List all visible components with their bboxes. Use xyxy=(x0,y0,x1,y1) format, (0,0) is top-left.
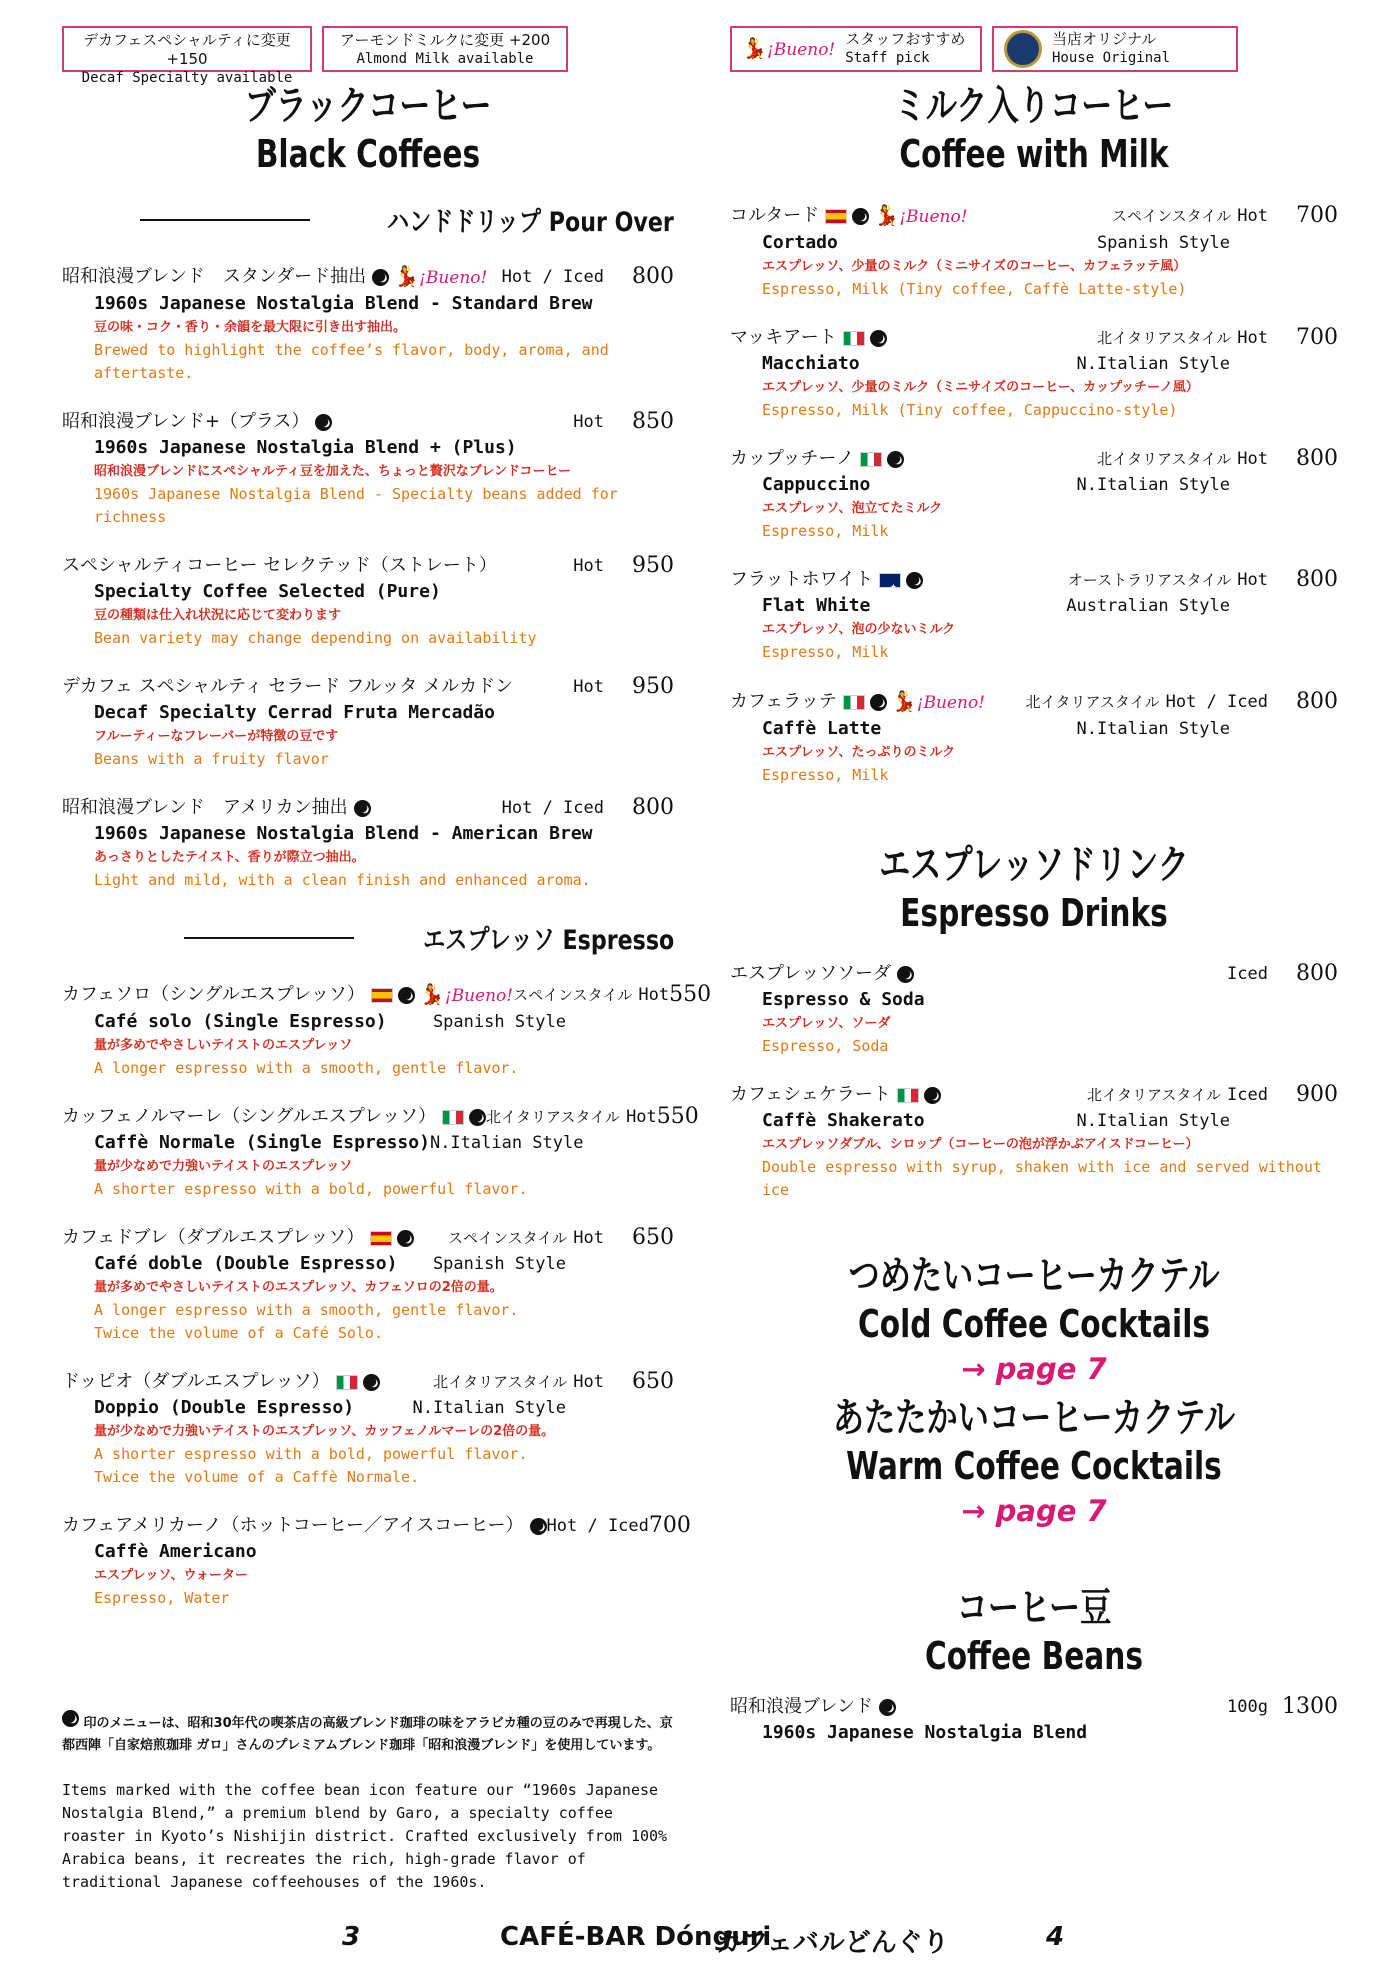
bueno-badge xyxy=(874,202,967,230)
blend-note-jp xyxy=(62,1710,674,1757)
flag-es-icon xyxy=(371,988,393,1003)
espresso-list xyxy=(62,981,712,1610)
dancer-icon: 💃 xyxy=(394,264,420,288)
item-style-jp: スペインスタイル xyxy=(513,986,633,1004)
item-desc-en: Espresso, Milk xyxy=(762,766,889,784)
item-price: 800 xyxy=(1296,567,1338,592)
menu-item xyxy=(62,409,674,529)
item-price: 900 xyxy=(1296,1082,1338,1107)
warm-cocktails-link[interactable]: → page 7 xyxy=(961,1494,1107,1528)
item-price: 650 xyxy=(632,1225,674,1250)
item-desc-jp: エスプレッソ、少量のミルク（ミニサイズのコーヒー、カフェラッテ風） xyxy=(762,259,1187,274)
item-name-jp: カフェソロ（シングルエスプレッソ） xyxy=(62,984,365,1005)
dancer-icon: 💃 xyxy=(874,203,900,227)
espresso-drinks-title-en: Espresso Drinks xyxy=(900,891,1168,935)
dancer-icon: 💃 xyxy=(742,35,767,60)
menu-item xyxy=(730,688,1338,787)
item-style-en: Spanish Style xyxy=(1096,233,1230,253)
page-number-right: 4 xyxy=(1046,1922,1065,1952)
item-desc-en: Double espresso with syrup, shaken with ice and served without ice xyxy=(762,1158,1322,1199)
item-desc-jp: フルーティーなフレーバーが特徴の豆です xyxy=(94,729,339,744)
espresso-subhead xyxy=(62,918,674,957)
item-price: 700 xyxy=(1296,203,1338,228)
flag-it-icon xyxy=(860,452,882,467)
item-style-en: N.Italian Style xyxy=(1076,475,1230,495)
item-temp: Hot / Iced xyxy=(501,798,604,818)
item-price: 700 xyxy=(1296,325,1338,350)
coffee-bean-icon xyxy=(372,269,389,286)
item-style-jp: 北イタリアスタイル xyxy=(1025,693,1160,711)
flag-it-icon xyxy=(442,1110,464,1125)
item-desc-en: A longer espresso with a smooth, gentle flavor. xyxy=(94,1059,519,1077)
item-temp: Hot xyxy=(626,1107,657,1127)
coffee-bean-icon xyxy=(354,800,371,817)
brand-name-en: CAFÉ-BAR Dónguri xyxy=(500,1922,772,1952)
item-style-jp: 北イタリアスタイル xyxy=(485,1108,621,1126)
coffee-bean-icon xyxy=(870,330,887,347)
coffee-bean-icon xyxy=(906,572,923,589)
item-desc-jp: 豆の味・コク・香り・余韻を最大限に引き出す抽出。 xyxy=(94,320,407,335)
item-name-en: 1960s Japanese Nostalgia Blend - Standard Brew xyxy=(94,293,593,314)
item-desc-jp: エスプレッソ、泡立てたミルク xyxy=(762,501,943,516)
item-name-jp: ドッピオ（ダブルエスプレッソ） xyxy=(62,1371,330,1392)
bueno-text: ¡Bueno! xyxy=(766,39,836,60)
menu-item xyxy=(62,674,674,771)
item-price: 950 xyxy=(632,674,674,699)
coffee-bean-icon xyxy=(397,1230,414,1247)
milk-coffees-title-jp: ミルク入りコーヒー xyxy=(894,83,1174,129)
flag-it-icon xyxy=(843,695,865,710)
item-style-jp: スペインスタイル xyxy=(1112,207,1232,225)
cold-cocktails-jp: つめたいコーヒーカクテル xyxy=(848,1253,1220,1299)
item-style-en: N.Italian Style xyxy=(429,1133,584,1153)
item-style-en: Spanish Style xyxy=(432,1254,566,1274)
coffee-bean-icon xyxy=(363,1374,380,1391)
item-price: 800 xyxy=(1296,446,1338,471)
coffee-bean-icon xyxy=(315,414,332,431)
item-desc-en: Espresso, Milk (Tiny coffee, Cappuccino-style) xyxy=(762,401,1178,419)
menu-item xyxy=(730,202,1338,301)
item-name-en: Caffè Normale (Single Espresso) xyxy=(94,1132,430,1153)
coffee-bean-icon xyxy=(398,987,415,1004)
footer xyxy=(0,1922,1397,1962)
house-original-tag xyxy=(992,26,1238,72)
item-style-en: N.Italian Style xyxy=(1076,719,1230,739)
bueno-badge xyxy=(892,688,985,716)
flag-es-icon xyxy=(370,1231,392,1246)
item-desc-en-2: Twice the volume of a Caffè Normale. xyxy=(94,1468,420,1486)
item-price: 800 xyxy=(1296,961,1338,986)
bueno-text: ¡Bueno! xyxy=(444,986,514,1006)
item-temp: Hot xyxy=(573,412,604,432)
item-temp: Hot / Iced xyxy=(1165,692,1268,712)
item-name-jp: 昭和浪漫ブレンド アメリカン抽出 xyxy=(62,797,348,818)
item-desc-jp: 量が多めでやさしいテイストのエスプレッソ、カフェソロの2倍の量。 xyxy=(94,1280,503,1295)
cold-cocktails-en: Cold Coffee Cocktails xyxy=(858,1302,1210,1346)
menu-item xyxy=(62,553,674,650)
item-desc-en: Espresso, Water xyxy=(94,1589,230,1607)
warm-cocktails-title xyxy=(797,1394,1271,1490)
item-name-jp: エスプレッソソーダ xyxy=(730,963,892,984)
cold-cocktails-link[interactable]: → page 7 xyxy=(961,1352,1107,1386)
item-price: 850 xyxy=(632,409,674,434)
item-desc-jp: エスプレッソ、少量のミルク（ミニサイズのコーヒー、カップッチーノ風） xyxy=(762,380,1199,395)
menu-item xyxy=(62,1369,674,1489)
black-coffees-title-jp: ブラックコーヒー xyxy=(244,83,492,129)
item-name-en: Espresso & Soda xyxy=(762,989,925,1010)
flag-it-icon xyxy=(336,1375,358,1390)
item-temp: Hot xyxy=(1237,328,1268,348)
left-page xyxy=(62,0,712,1894)
item-desc-en: A shorter espresso with a bold, powerful flavor. xyxy=(94,1180,528,1198)
blend-note-en: Items marked with the coffee bean icon feature our “1960s Japanese Nostalgia Blend,” a premium blend by Garo, a specialty coffee roaster in Kyoto’s Nishijin district. Crafted exclusively from 100% Arabica beans, it recreates the rich, high-grade flavor of traditional Japanese coffeehouses of the 1960s. xyxy=(62,1781,668,1891)
item-temp: Hot xyxy=(638,985,670,1005)
item-desc-jp: エスプレッソ、ウォーター xyxy=(94,1568,248,1583)
item-price: 650 xyxy=(632,1369,674,1394)
bueno-badge xyxy=(420,981,513,1009)
menu-item xyxy=(730,961,1338,1058)
item-name-en: Café solo (Single Espresso) xyxy=(94,1011,387,1032)
pour-over-subhead xyxy=(62,200,674,239)
blend-note-jp-text: 印のメニューは、昭和30年代の喫茶店の高級ブレンド珈琲の味をアラビカ種の豆のみで再現した、京都西陣「自家焙煎珈琲 ガロ」さんのプレミアムブレンド珈琲「昭和浪漫ブレンド」を使用しています。 xyxy=(62,1716,673,1753)
divider xyxy=(184,937,354,939)
item-name-en: Caffè Americano xyxy=(94,1541,257,1562)
item-desc-en: 1960s Japanese Nostalgia Blend - Specialty beans added for richness xyxy=(94,485,618,526)
coffee-beans-title-en: Coffee Beans xyxy=(924,1634,1144,1678)
black-coffees-title-en: Black Coffees xyxy=(255,132,481,176)
item-style-jp: オーストラリアスタイル xyxy=(1067,571,1232,589)
item-desc-jp: 豆の種類は仕入れ状況に応じて変わります xyxy=(94,608,342,623)
coffee-bean-icon xyxy=(924,1087,941,1104)
almond-tag-jp: アーモンドミルクに変更 +200 xyxy=(339,31,551,49)
decaf-tag xyxy=(62,26,312,86)
item-desc-en: Espresso, Milk xyxy=(762,522,889,540)
decaf-tag-jp: デカフェスペシャルティに変更 +150 xyxy=(83,31,291,68)
item-desc-jp: エスプレッソ、ソーダ xyxy=(762,1016,891,1031)
decaf-tag-en: Decaf Specialty available xyxy=(81,70,293,86)
menu-item xyxy=(62,1513,691,1610)
legend-tags xyxy=(730,26,1338,72)
item-name-jp: カフェシェケラート xyxy=(730,1084,891,1105)
pour-over-subhead-text: ハンドドリップ Pour Over xyxy=(387,207,674,238)
item-desc-jp: 量が少なめで力強いテイストのエスプレッソ、カッフェノルマーレの2倍の量。 xyxy=(94,1424,555,1439)
item-name-jp: カッフェノルマーレ（シングルエスプレッソ） xyxy=(62,1106,436,1127)
item-temp: Hot xyxy=(573,1228,604,1248)
item-name-en: 1960s Japanese Nostalgia Blend + (Plus) xyxy=(94,437,517,458)
item-style-en: Spanish Style xyxy=(432,1012,566,1032)
item-temp: Hot / Iced xyxy=(546,1516,649,1536)
item-temp: Iced xyxy=(1227,1085,1268,1105)
item-name-jp: カップッチーノ xyxy=(730,448,855,469)
coffee-bean-icon xyxy=(469,1109,486,1126)
menu-item xyxy=(62,1225,674,1345)
item-style-jp: 北イタリアスタイル xyxy=(1097,450,1232,468)
item-name-jp: カフェアメリカーノ（ホットコーヒー／アイスコーヒー） xyxy=(62,1515,524,1536)
almond-tag-en: Almond Milk available xyxy=(356,51,534,67)
right-page xyxy=(730,0,1338,1746)
milk-coffees-title xyxy=(797,82,1271,178)
brand-name-jp: カフェバルどんぐり xyxy=(716,1928,949,1958)
bueno-badge xyxy=(742,35,836,60)
item-name-jp: フラットホワイト xyxy=(730,569,874,590)
coffee-bean-icon xyxy=(852,208,869,225)
item-price: 550 xyxy=(656,1104,699,1129)
item-desc-jp: あっさりとしたテイスト、香りが際立つ抽出。 xyxy=(94,850,365,865)
item-name-en: Macchiato xyxy=(762,353,860,374)
flag-it-icon xyxy=(897,1088,919,1103)
espresso-drinks-title xyxy=(797,841,1271,937)
divider xyxy=(140,219,310,221)
item-price: 800 xyxy=(632,264,674,289)
item-name-en: Decaf Specialty Cerrad Fruta Mercadão xyxy=(94,702,495,723)
warm-cocktails-en: Warm Coffee Cocktails xyxy=(846,1444,1222,1488)
espresso-drinks-list xyxy=(730,961,1338,1202)
item-name-jp: カフェドブレ（ダブルエスプレッソ） xyxy=(62,1227,365,1248)
menu-item xyxy=(730,325,1338,422)
item-desc-en: Light and mild, with a clean finish and enhanced aroma. xyxy=(94,871,591,889)
menu-item xyxy=(62,263,674,385)
coffee-bean-icon xyxy=(897,966,914,983)
bueno-text: ¡Bueno! xyxy=(916,693,986,713)
item-temp: Iced xyxy=(1227,964,1268,984)
item-desc-jp: 量が多めでやさしいテイストのエスプレッソ xyxy=(94,1038,353,1053)
item-temp: Hot xyxy=(573,556,604,576)
coffee-beans-title xyxy=(797,1584,1271,1680)
option-tags xyxy=(62,26,674,86)
espresso-drinks-title-jp: エスプレッソドリンク xyxy=(879,842,1189,888)
coffee-bean-icon xyxy=(887,451,904,468)
flag-it-icon xyxy=(843,331,865,346)
bueno-text: ¡Bueno! xyxy=(419,268,488,288)
menu-item xyxy=(62,795,674,892)
item-price: 800 xyxy=(1296,689,1338,714)
menu-item xyxy=(730,446,1338,543)
item-name-jp: カフェラッテ xyxy=(730,691,837,712)
bueno-badge xyxy=(394,263,487,291)
house-original-en: House Original xyxy=(1052,50,1171,66)
item-name-jp: コルタード xyxy=(730,205,820,226)
pour-over-list xyxy=(62,263,674,892)
staff-pick-tag xyxy=(730,26,982,72)
item-name-jp: マッキアート xyxy=(730,327,837,348)
staff-pick-jp: スタッフおすすめ xyxy=(845,30,966,48)
coffee-bean-icon xyxy=(530,1518,547,1535)
item-style-en: N.Italian Style xyxy=(412,1398,566,1418)
item-desc-jp: エスプレッソ、泡の少ないミルク xyxy=(762,622,956,637)
beans-name-jp: 昭和浪漫ブレンド xyxy=(730,1696,873,1717)
item-style-jp: 北イタリアスタイル xyxy=(1097,329,1232,347)
house-original-jp: 当店オリジナル xyxy=(1052,30,1157,48)
item-temp: Hot xyxy=(573,1372,604,1392)
item-name-en: Specialty Coffee Selected (Pure) xyxy=(94,581,441,602)
coffee-bean-icon xyxy=(870,694,887,711)
menu-item xyxy=(62,981,712,1080)
item-name-en: Doppio (Double Espresso) xyxy=(94,1397,355,1418)
flag-au-icon xyxy=(879,573,901,588)
beans-name-en: 1960s Japanese Nostalgia Blend xyxy=(762,1722,1088,1743)
item-name-jp: 昭和浪漫ブレンド+（プラス） xyxy=(62,411,310,432)
item-desc-en: A shorter espresso with a bold, powerful flavor. xyxy=(94,1445,528,1463)
cold-cocktails-title xyxy=(797,1252,1271,1348)
item-desc-en: Espresso, Milk xyxy=(762,643,889,661)
item-desc-en: A longer espresso with a smooth, gentle flavor. xyxy=(94,1301,519,1319)
item-desc-jp: 量が少なめで力強いテイストのエスプレッソ xyxy=(94,1159,353,1174)
item-desc-en-2: Twice the volume of a Café Solo. xyxy=(94,1324,383,1342)
item-desc-en: Espresso, Milk (Tiny coffee, Caffè Latte-style) xyxy=(762,280,1187,298)
item-temp: Hot xyxy=(573,677,604,697)
item-name-en: Flat White xyxy=(762,595,871,616)
item-name-jp: 昭和浪漫ブレンド スタンダード抽出 xyxy=(62,266,367,287)
milk-list xyxy=(730,202,1338,787)
coffee-bean-icon xyxy=(879,1699,896,1716)
warm-cocktails-jp: あたたかいコーヒーカクテル xyxy=(832,1395,1236,1441)
item-temp: Hot xyxy=(1237,206,1268,226)
item-desc-en: Bean variety may change depending on availability xyxy=(94,629,537,647)
item-price: 800 xyxy=(632,795,674,820)
item-name-jp: スペシャルティコーヒー セレクテッド（ストレート） xyxy=(62,555,497,576)
item-temp: Hot / Iced xyxy=(501,267,604,287)
espresso-subhead-text: エスプレッソ Espresso xyxy=(422,925,674,956)
item-temp: Hot xyxy=(1237,449,1268,469)
item-desc-jp: エスプレッソ、たっぷりのミルク xyxy=(762,745,956,760)
item-name-en: 1960s Japanese Nostalgia Blend - American Brew xyxy=(94,823,593,844)
item-desc-en: Beans with a fruity flavor xyxy=(94,750,329,768)
coffee-beans-title-jp: コーヒー豆 xyxy=(956,1585,1112,1631)
page-number-left: 3 xyxy=(342,1922,361,1952)
item-temp: Hot xyxy=(1237,570,1268,590)
item-name-en: Cappuccino xyxy=(762,474,871,495)
item-price: 950 xyxy=(632,553,674,578)
menu-item xyxy=(730,567,1338,664)
item-style-jp: 北イタリアスタイル xyxy=(433,1373,568,1391)
beans-price: 1300 xyxy=(1282,1694,1338,1719)
item-name-en: Caffè Shakerato xyxy=(762,1110,925,1131)
dancer-icon: 💃 xyxy=(419,982,445,1006)
item-desc-en: Espresso, Soda xyxy=(762,1037,889,1055)
item-name-en: Cortado xyxy=(762,232,838,253)
item-name-jp: デカフェ スペシャルティ セラード フルッタ メルカドン xyxy=(62,676,514,697)
item-name-en: Caffè Latte xyxy=(762,718,882,739)
house-seal-icon xyxy=(1004,30,1042,68)
flag-es-icon xyxy=(825,209,847,224)
milk-coffees-title-en: Coffee with Milk xyxy=(899,132,1169,176)
item-style-jp: 北イタリアスタイル xyxy=(1086,1086,1222,1104)
item-desc-en: Brewed to highlight the coffee’s flavor, body, aroma, and aftertaste. xyxy=(94,341,609,382)
item-name-en: Café doble (Double Espresso) xyxy=(94,1253,398,1274)
almond-tag xyxy=(322,26,568,72)
dancer-icon: 💃 xyxy=(891,689,917,713)
blend-note xyxy=(62,1710,674,1894)
item-desc-jp: 昭和浪漫ブレンドにスペシャルティ豆を加えた、ちょっと贅沢なブレンドコーヒー xyxy=(94,464,571,479)
item-style-en: N.Italian Style xyxy=(1076,354,1230,374)
item-desc-jp: エスプレッソダブル、シロップ（コーヒーの泡が浮かぶアイスドコーヒー） xyxy=(762,1137,1199,1152)
staff-pick-en: Staff pick xyxy=(845,50,930,66)
coffee-bean-icon xyxy=(62,1710,79,1727)
item-style-en: Australian Style xyxy=(1066,596,1230,616)
black-coffees-title xyxy=(129,82,606,178)
item-style-en: N.Italian Style xyxy=(1076,1111,1230,1131)
item-price: 700 xyxy=(648,1513,691,1538)
coffee-beans-item xyxy=(730,1694,1338,1746)
item-style-jp: スペインスタイル xyxy=(448,1229,568,1247)
menu-item xyxy=(62,1104,699,1201)
beans-quantity: 100g xyxy=(1227,1697,1268,1717)
bueno-text: ¡Bueno! xyxy=(899,207,968,227)
menu-item xyxy=(730,1082,1338,1202)
item-price: 550 xyxy=(669,982,712,1007)
